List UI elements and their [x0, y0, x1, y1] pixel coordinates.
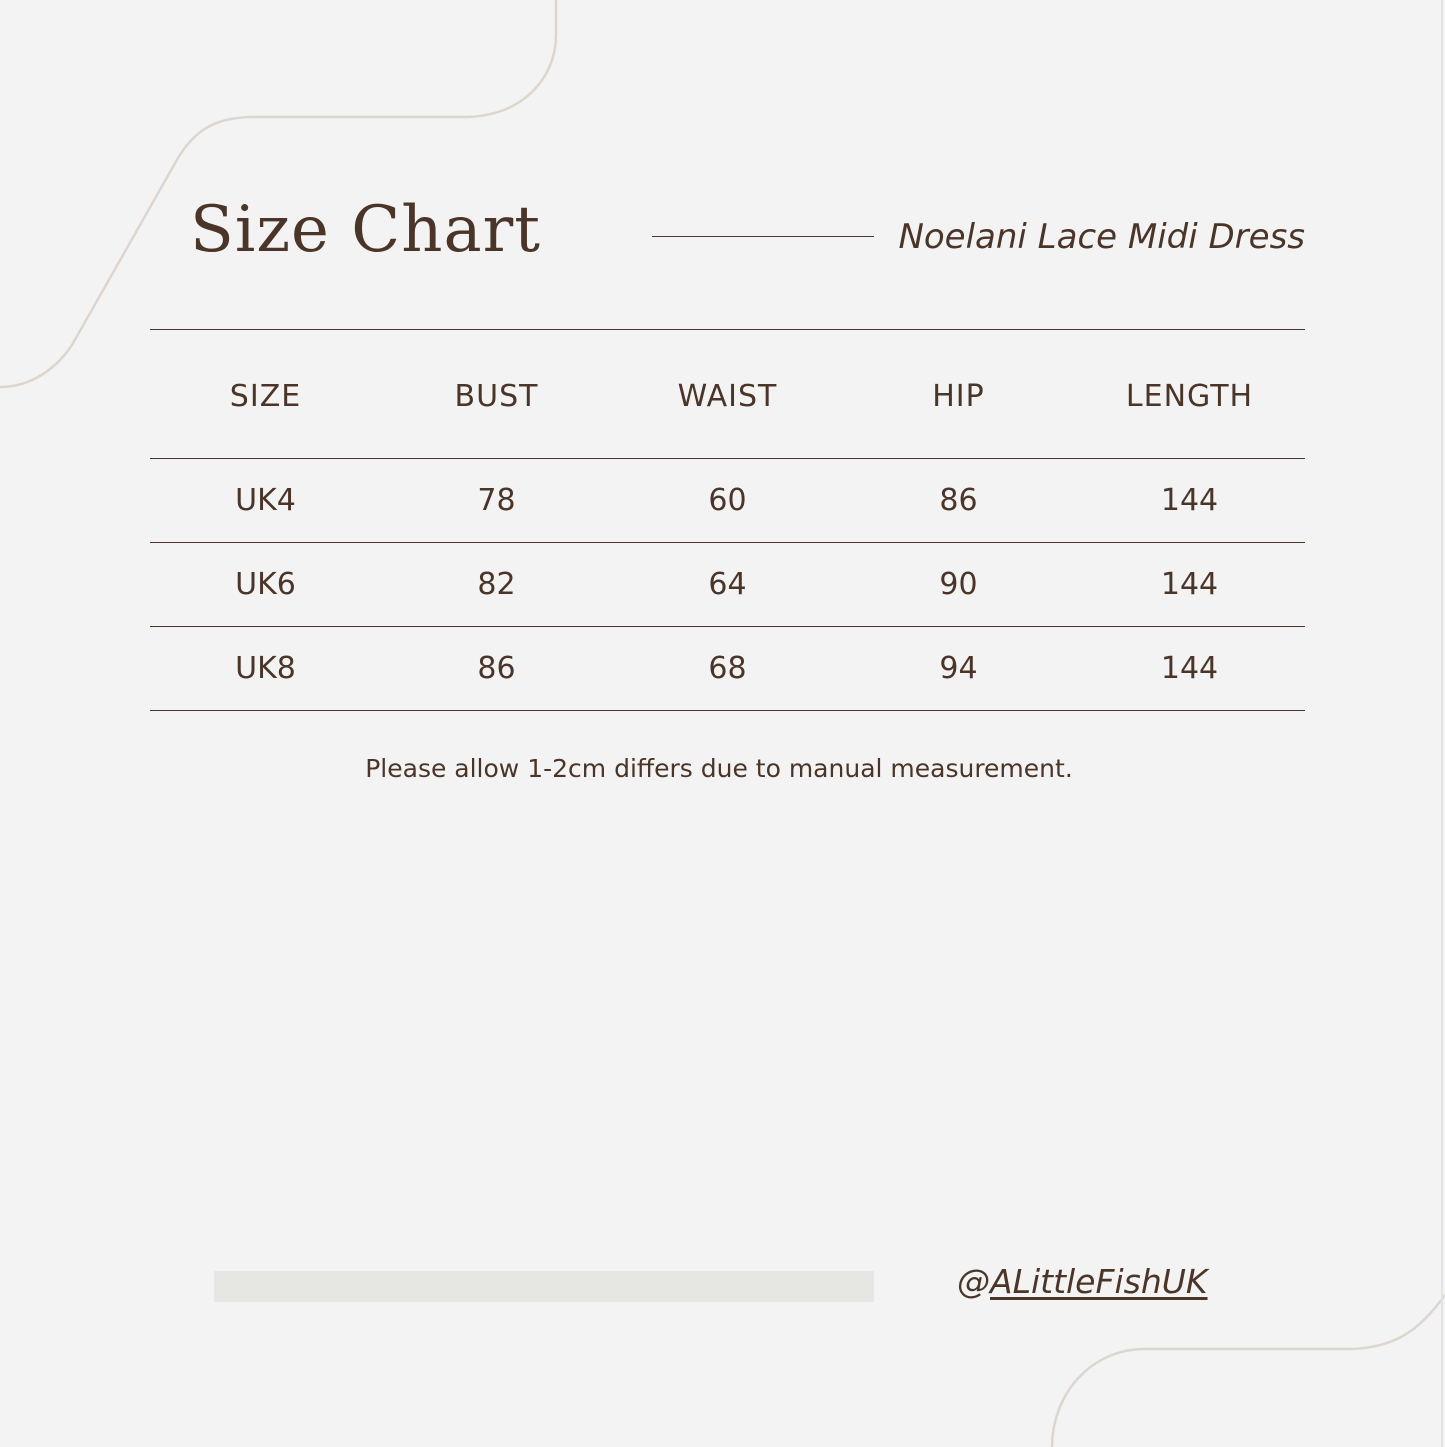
measurement-note: Please allow 1-2cm differs due to manual measurement. [365, 754, 1073, 783]
handle-prefix: @ [957, 1262, 990, 1301]
cell-length: 144 [1160, 567, 1219, 602]
cell-waist: 60 [708, 483, 747, 518]
cell-waist: 64 [708, 567, 747, 602]
size-table [150, 329, 1305, 711]
cell-length: 144 [1160, 483, 1219, 518]
cell-length: 144 [1160, 651, 1219, 686]
handle-link[interactable]: ALittleFishUK [990, 1262, 1208, 1301]
column-header-waist: WAIST [677, 378, 778, 414]
column-header-bust: BUST [454, 378, 539, 414]
column-header-size: SIZE [229, 378, 302, 414]
product-name: Noelani Lace Midi Dress [898, 217, 1305, 257]
bottom-right-curve [1052, 1295, 1445, 1447]
table-header-row [150, 330, 1305, 458]
page-title: Size Chart [190, 193, 541, 267]
table-row [150, 627, 1305, 710]
cell-hip: 94 [939, 651, 978, 686]
cell-bust: 82 [477, 567, 516, 602]
column-header-hip: HIP [932, 378, 985, 414]
column-header-length: LENGTH [1125, 378, 1254, 414]
cell-size: UK4 [235, 483, 296, 518]
cell-bust: 78 [477, 483, 516, 518]
cell-size: UK6 [235, 567, 296, 602]
title-divider [652, 236, 874, 237]
cell-hip: 86 [939, 483, 978, 518]
cell-waist: 68 [708, 651, 747, 686]
placeholder-bar [214, 1271, 874, 1302]
table-bottom-rule [150, 710, 1305, 711]
cell-hip: 90 [939, 567, 978, 602]
cell-bust: 86 [477, 651, 516, 686]
cell-size: UK8 [235, 651, 296, 686]
social-handle[interactable] [957, 1260, 1208, 1304]
table-row [150, 543, 1305, 626]
table-row [150, 459, 1305, 542]
